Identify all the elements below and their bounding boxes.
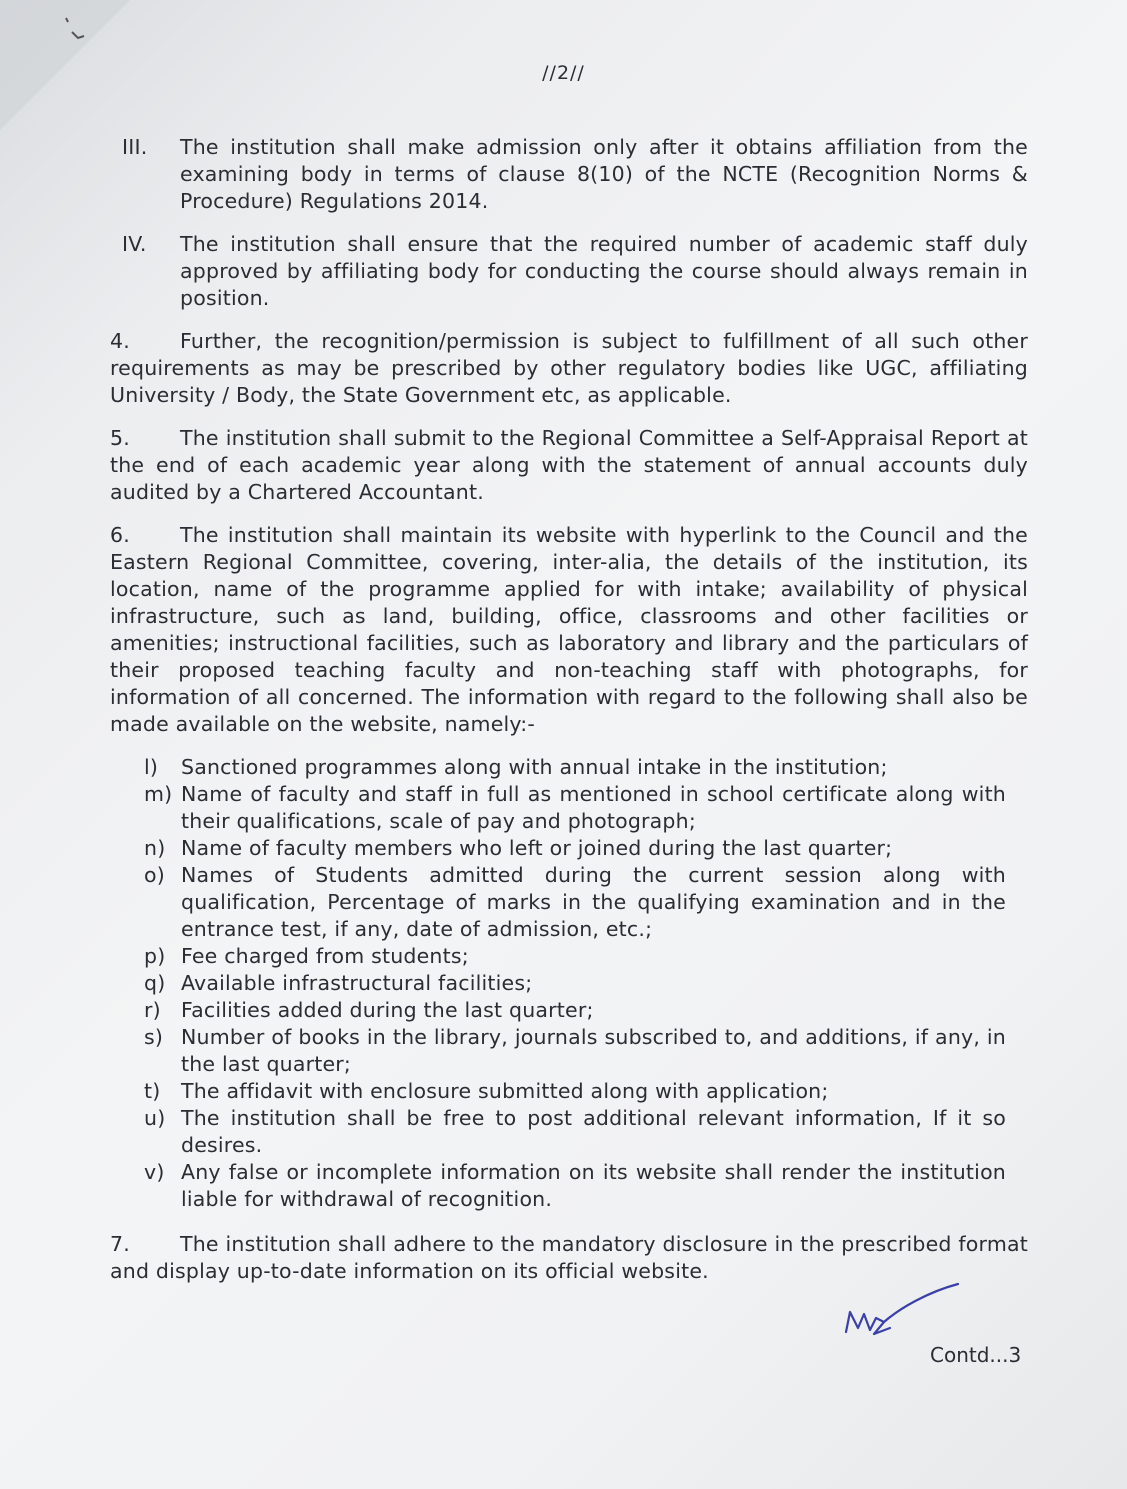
list-text: The institution shall be free to post additional relevant information, If it so desires. xyxy=(181,1106,1006,1157)
list-text: Any false or incomplete information on its website shall render the institution liable for withdrawal of recognition. xyxy=(181,1160,1006,1211)
list-marker: p) xyxy=(144,944,166,968)
list-item xyxy=(144,862,1006,943)
list-item xyxy=(144,754,1006,781)
clause-number: IV. xyxy=(122,232,147,256)
list-marker: n) xyxy=(144,836,166,860)
paragraph-5 xyxy=(110,425,1028,506)
paragraph-7 xyxy=(110,1231,1028,1285)
list-item xyxy=(144,1159,1006,1213)
website-disclosure-list xyxy=(110,754,1028,1213)
list-text: Name of faculty members who left or joined during the last quarter; xyxy=(181,836,893,860)
list-item xyxy=(144,781,1006,835)
list-text: Names of Students admitted during the current session along with qualification, Percentage of marks in the qualifying examination and in the entrance test, if any, date of admission, etc.; xyxy=(181,863,1006,941)
list-text: Name of faculty and staff in full as mentioned in school certificate along with their qualifications, scale of pay and photograph; xyxy=(181,782,1006,833)
paragraph-text: The institution shall submit to the Regional Committee a Self-Appraisal Report at the end of each academic year along with the statement of annual accounts duly audited by a Chartered Accountant. xyxy=(110,426,1028,504)
list-item xyxy=(144,970,1006,997)
paragraph-6 xyxy=(110,522,1028,738)
list-item xyxy=(144,1078,1006,1105)
list-text: Facilities added during the last quarter; xyxy=(181,998,594,1022)
list-text: Sanctioned programmes along with annual intake in the institution; xyxy=(181,755,888,779)
clause-iii xyxy=(110,134,1028,215)
list-item xyxy=(144,1105,1006,1159)
clause-number: III. xyxy=(122,135,148,159)
list-marker: r) xyxy=(144,998,161,1022)
paragraph-text: The institution shall maintain its website with hyperlink to the Council and the Eastern Regional Committee, covering, inter-alia, the details of the institution, its location, name of the programme applied for with intake; availability of physical infrastructure, such as land, building, office, classrooms and other facilities or amenities; instructional facilities, such as laboratory and library and the particulars of their proposed teaching faculty and non-teaching staff with photographs, for information of all concerned. The information with regard to the following shall also be made available on the website, namely:- xyxy=(110,523,1028,736)
pen-mark-icon xyxy=(62,14,102,54)
paragraph-text: The institution shall adhere to the mandatory disclosure in the prescribed format and display up-to-date information on its official website. xyxy=(110,1232,1028,1283)
list-item xyxy=(144,997,1006,1024)
list-text: The affidavit with enclosure submitted along with application; xyxy=(181,1079,829,1103)
list-text: Fee charged from students; xyxy=(181,944,469,968)
clause-text: The institution shall make admission only after it obtains affiliation from the examining body in terms of clause 8(10) of the NCTE (Recognition Norms & Procedure) Regulations 2014. xyxy=(180,135,1028,213)
page-number: //2// xyxy=(542,62,585,84)
list-item xyxy=(144,835,1006,862)
paragraph-number: 6. xyxy=(110,523,130,547)
continued-label: Contd...3 xyxy=(930,1343,1022,1367)
list-marker: o) xyxy=(144,863,165,887)
list-marker: v) xyxy=(144,1160,165,1184)
paragraph-text: Further, the recognition/permission is subject to fulfillment of all such other requirements as may be prescribed by other regulatory bodies like UGC, affiliating University / Body, the State Government etc, as applicable. xyxy=(110,329,1028,407)
paragraph-number: 4. xyxy=(110,329,130,353)
list-marker: m) xyxy=(144,782,173,806)
paragraph-number: 5. xyxy=(110,426,130,450)
list-text: Available infrastructural facilities; xyxy=(181,971,533,995)
document-body xyxy=(110,134,1028,1301)
list-item xyxy=(144,943,1006,970)
paragraph-4 xyxy=(110,328,1028,409)
list-marker: u) xyxy=(144,1106,166,1130)
clause-iv xyxy=(110,231,1028,312)
list-text: Number of books in the library, journals subscribed to, and additions, if any, in the last quarter; xyxy=(181,1025,1006,1076)
list-item xyxy=(144,1024,1006,1078)
clause-text: The institution shall ensure that the required number of academic staff duly approved by affiliating body for conducting the course should always remain in position. xyxy=(180,232,1028,310)
list-marker: l) xyxy=(144,755,159,779)
list-marker: t) xyxy=(144,1079,161,1103)
list-marker: q) xyxy=(144,971,166,995)
paragraph-number: 7. xyxy=(110,1232,130,1256)
list-marker: s) xyxy=(144,1025,164,1049)
